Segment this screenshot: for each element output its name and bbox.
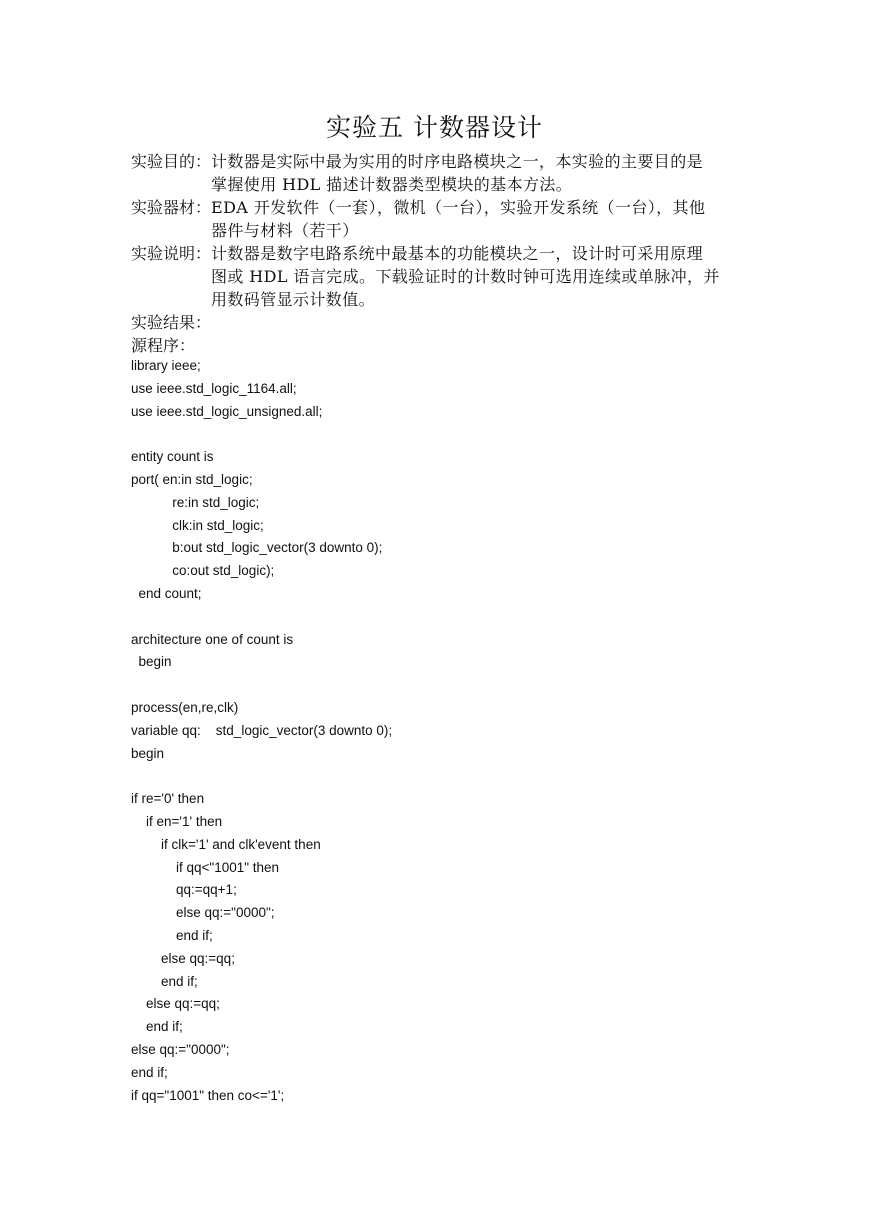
- source-label: 源程序：: [131, 336, 196, 355]
- code-line: else qq:="0000";: [131, 1041, 230, 1057]
- code-line: end if;: [131, 973, 198, 989]
- code-line: if re='0' then: [131, 791, 205, 807]
- code-line: begin: [131, 745, 165, 761]
- section-description: [131, 242, 741, 311]
- code-line: if qq<"1001" then: [131, 859, 280, 875]
- code-line: if clk='1' and clk'event then: [131, 836, 321, 852]
- section-text-line: 计数器是实际中最为实用的时序电路模块之一，本实验的主要目的是: [211, 152, 704, 171]
- section-text-line: 图或 HDL 语言完成。下载验证时的计数时钟可选用连续或单脉冲，并: [211, 267, 720, 286]
- code-line: [131, 423, 731, 446]
- code-line: else qq:=qq;: [131, 996, 220, 1012]
- code-line: [131, 765, 731, 788]
- code-line: entity count is: [131, 449, 214, 465]
- section-text-line: EDA 开发软件（一套），微机（一台），实验开发系统（一台），其他: [211, 198, 706, 217]
- code-line: clk:in std_logic;: [131, 517, 264, 533]
- document-title: 实验五 计数器设计: [326, 113, 543, 142]
- section-label: 实验目的：: [131, 152, 212, 171]
- code-line: library ieee;: [131, 358, 201, 373]
- code-line: else qq:=qq;: [131, 950, 235, 966]
- code-line: use ieee.std_logic_1164.all;: [131, 380, 297, 396]
- code-line: if qq="1001" then co<='1';: [131, 1087, 285, 1103]
- section-text-line: 器件与材料（若干）: [211, 221, 359, 240]
- code-line: if en='1' then: [131, 813, 223, 829]
- code-line: co:out std_logic);: [131, 563, 275, 579]
- section-label: 实验器材：: [131, 198, 212, 217]
- source-code-block: [131, 355, 731, 1107]
- section-equipment: [131, 196, 741, 242]
- section-text-line: 计数器是数字电路系统中最基本的功能模块之一，设计时可采用原理: [211, 244, 704, 263]
- code-line: architecture one of count is: [131, 631, 294, 647]
- code-line: [131, 606, 731, 629]
- code-line: end if;: [131, 927, 213, 943]
- code-line: [131, 674, 731, 697]
- section-text-line: 掌握使用 HDL 描述计数器类型模块的基本方法。: [211, 175, 573, 194]
- code-line: b:out std_logic_vector(3 downto 0);: [131, 540, 383, 556]
- code-line: use ieee.std_logic_unsigned.all;: [131, 403, 323, 419]
- code-line: else qq:="0000";: [131, 905, 275, 921]
- results-label: 实验结果：: [131, 313, 212, 332]
- code-line: begin: [131, 654, 172, 670]
- section-purpose: [131, 150, 741, 196]
- code-line: port( en:in std_logic;: [131, 471, 253, 487]
- code-line: process(en,re,clk): [131, 699, 239, 715]
- code-line: end count;: [131, 585, 202, 601]
- code-line: re:in std_logic;: [131, 494, 260, 510]
- code-line: end if;: [131, 1064, 168, 1080]
- section-text-line: 用数码管显示计数值。: [211, 290, 376, 309]
- code-line: qq:=qq+1;: [131, 882, 237, 898]
- section-label: 实验说明：: [131, 244, 212, 263]
- code-line: end if;: [131, 1019, 183, 1035]
- code-line: variable qq: std_logic_vector(3 downto 0);: [131, 722, 393, 738]
